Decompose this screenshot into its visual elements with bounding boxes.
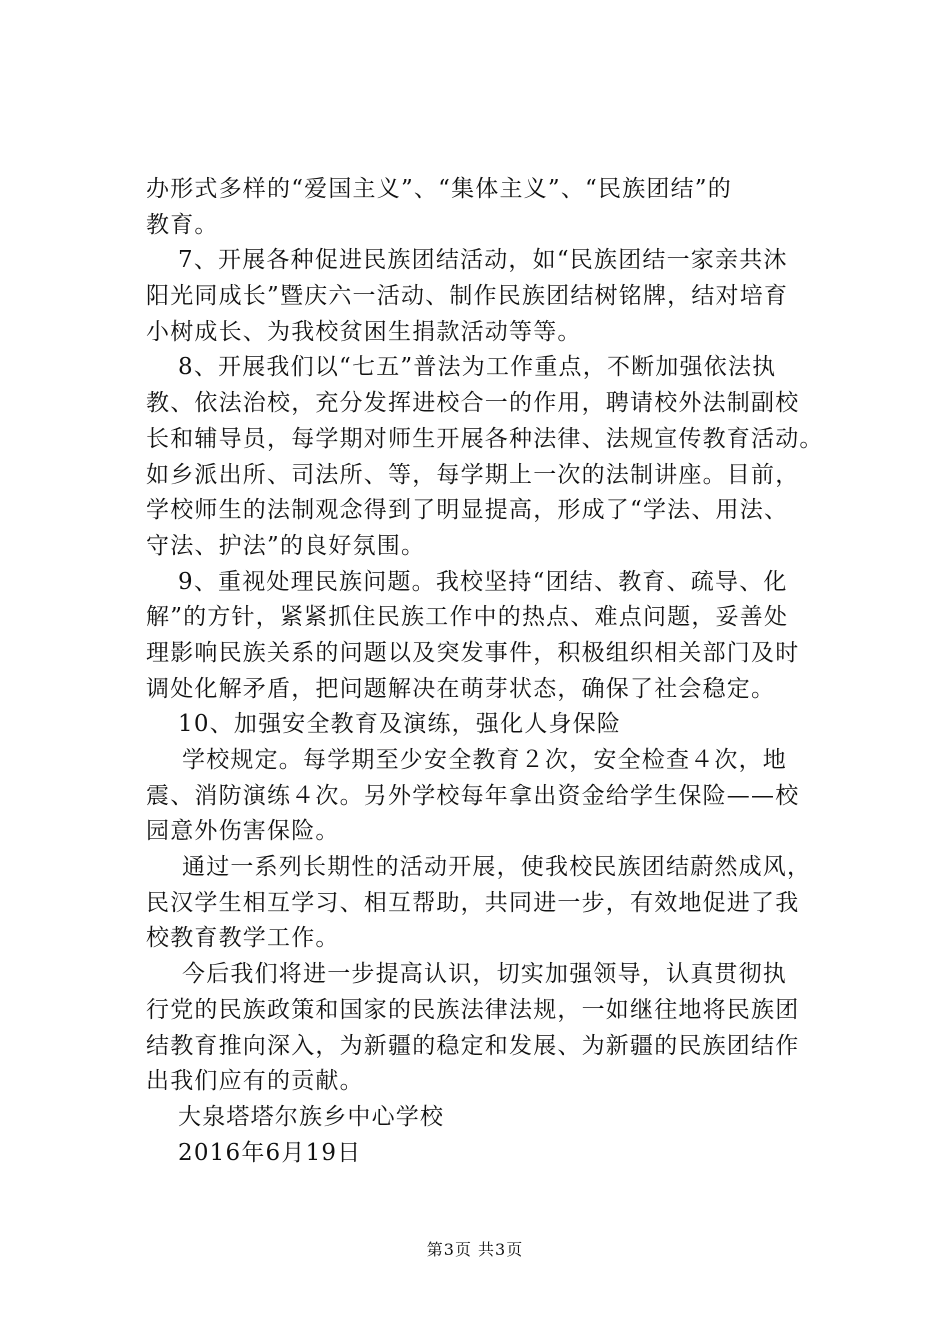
signature-date: 2016年6月19日 — [178, 1139, 362, 1166]
text-line: 解”的方针，紧紧抓住民族工作中的热点、难点问题，妥善处 — [146, 604, 789, 631]
text-line: 园意外伤害保险。 — [146, 818, 340, 845]
text-line: 阳光同成长”暨庆六一活动、制作民族团结树铭牌，结对培育 — [146, 283, 789, 310]
text-line: 8、开展我们以“七五”普法为工作重点，不断加强依法执 — [178, 354, 777, 381]
text-line: 9、重视处理民族问题。我校坚持“团结、教育、疏导、化 — [178, 568, 788, 595]
text-line: 10、加强安全教育及演练，强化人身保险 — [178, 711, 622, 738]
text-line: 结教育推向深入，为新疆的稳定和发展、为新疆的民族团结作 — [146, 1032, 800, 1059]
text-line: 行党的民族政策和国家的民族法律法规，一如继往地将民族团 — [146, 996, 800, 1023]
signature-school: 大泉塔塔尔族乡中心学校 — [178, 1103, 445, 1130]
text-line: 如乡派出所、司法所、等，每学期上一次的法制讲座。目前， — [146, 461, 800, 488]
text-line: 通过一系列长期性的活动开展，使我校民族团结蔚然成风， — [182, 854, 812, 881]
page-footer: 第3页 共3页 — [426, 1240, 524, 1259]
text-line: 校教育教学工作。 — [146, 925, 340, 952]
text-line: 守法、护法”的良好氛围。 — [146, 532, 426, 559]
text-line: 小树成长、为我校贫困生捐款活动等等。 — [146, 318, 582, 345]
text-line: 出我们应有的贡献。 — [146, 1068, 364, 1095]
text-line: 学校规定。每学期至少安全教育２次，安全检查４次，地 — [182, 747, 787, 773]
text-line: 震、消防演练４次。另外学校每年拿出资金给学生保险——校 — [146, 782, 800, 809]
text-line: 教、依法治校，充分发挥进校合一的作用，聘请校外法制副校 — [146, 390, 800, 417]
document-body — [146, 172, 836, 1171]
text-line: 理影响民族关系的问题以及突发事件，积极组织相关部门及时 — [146, 639, 800, 666]
text-line: 7、开展各种促进民族团结活动，如“民族团结一家亲共沐 — [178, 247, 788, 274]
text-line: 长和辅导员，每学期对师生开展各种法律、法规宣传教育活动。 — [146, 425, 824, 452]
text-line: 办形式多样的“爱国主义”、“集体主义”、“民族团结”的 — [146, 176, 732, 202]
text-line: 今后我们将进一步提高认识，切实加强领导，认真贯彻执 — [182, 961, 787, 988]
text-line: 学校师生的法制观念得到了明显提高，形成了“学法、用法、 — [146, 497, 789, 524]
text-line: 教育。 — [146, 211, 219, 238]
text-line: 民汉学生相互学习、相互帮助，共同进一步，有效地促进了我 — [146, 889, 800, 916]
text-line: 调处化解矛盾，把问题解决在萌芽状态，确保了社会稳定。 — [146, 675, 776, 702]
